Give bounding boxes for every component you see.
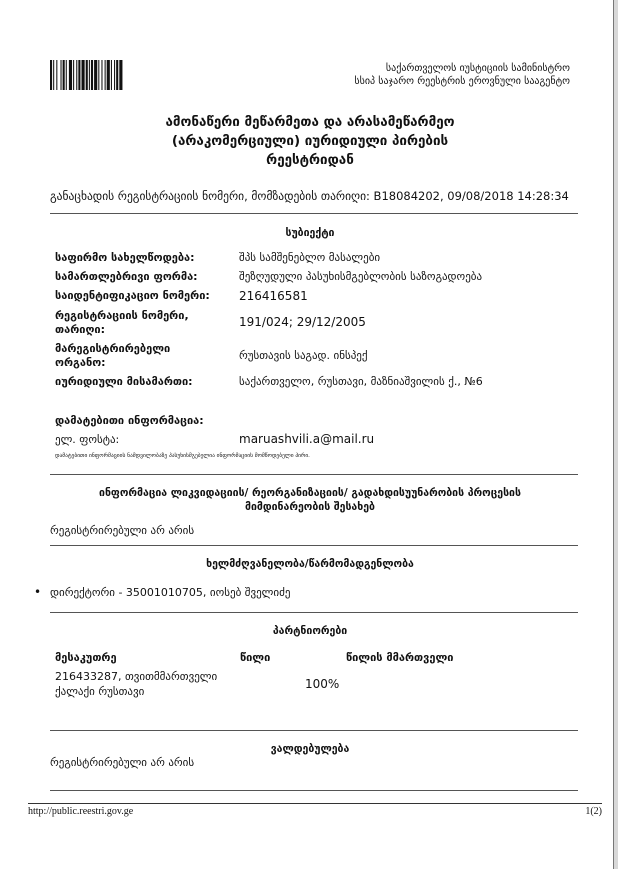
divider — [50, 790, 578, 791]
company-name-value: შპს სამშენებლო მასალები — [239, 251, 381, 264]
divider — [50, 474, 578, 475]
management-item: დირექტორი - 35001010705, იოსებ შველიძე — [50, 586, 291, 599]
id-number-value: 216416581 — [239, 289, 308, 303]
ministry-name: საქართველოს იუსტიციის სამინისტრო — [385, 63, 570, 74]
obligations-heading: ვალდებულება — [270, 743, 350, 755]
liquidation-heading-line2: მიმდინარეობის შესახებ — [245, 501, 375, 513]
obligations-value: რეგისტრირებული არ არის — [50, 756, 195, 769]
partner-owner-line2: ქალაქი რუსთავი — [55, 685, 145, 698]
divider — [50, 545, 578, 546]
registering-body-label-line1: მარეგისტრირებელი — [55, 342, 171, 355]
bullet-icon: • — [34, 585, 42, 599]
company-name-label: საფირმო სახელწოდება: — [55, 251, 195, 264]
divider — [50, 730, 578, 731]
liquidation-value: რეგისტრირებული არ არის — [50, 524, 195, 537]
document-title-line3: რეესტრიდან — [266, 153, 354, 168]
application-info: განაცხადის რეგისტრაციის ნომერი, მომზადების თარიღი: B18084202, 09/08/2018 14:28:34 — [50, 189, 569, 203]
document-title-line1: ამონაწერი მეწარმეთა და არასამეწარმეო — [165, 115, 455, 130]
legal-address-label: იურიდიული მისამართი: — [55, 375, 193, 388]
additional-info-heading: დამატებითი ინფორმაცია: — [55, 414, 204, 427]
document-title-line2: (არაკომერციული) იურიდიული პირების — [171, 134, 449, 149]
email-label: ელ. ფოსტა: — [55, 433, 120, 446]
management-heading: ხელმძღვანელობა/წარმომადგენლობა — [206, 558, 414, 570]
id-number-label: საიდენტიფიკაციო ნომერი: — [55, 289, 210, 302]
owner-column-header: მესაკუთრე — [55, 651, 117, 664]
email-value: maruashvili.a@mail.ru — [239, 432, 375, 446]
divider — [50, 612, 578, 613]
barcode-image — [50, 60, 184, 90]
partner-share-value: 100% — [305, 677, 340, 691]
footer-rule — [28, 803, 602, 804]
page-edge-shadow — [614, 0, 618, 869]
legal-form-value: შეზღუდული პასუხისმგებლობის საზოგადოება — [239, 270, 483, 283]
legal-address-value: საქართველო, რუსთავი, მაზნიაშვილის ქ., №6 — [239, 375, 483, 388]
additional-info-note: დამატებითი ინფორმაციის ნამდვილობაზე პასუხისმგებელია ინფორმაციის მომწოდებელი პირი. — [55, 453, 310, 459]
footer-url: http://public.reestri.gov.ge — [28, 806, 134, 817]
registering-body-label-line2: ორგანო: — [55, 356, 106, 369]
registering-body-value: რუსთავის საგად. ინსპექ — [239, 349, 368, 362]
share-manager-column-header: წილის მმართველი — [346, 651, 454, 664]
registration-label-line2: თარიღი: — [55, 323, 106, 336]
partners-heading: პარტნიორები — [272, 625, 348, 637]
partner-owner-line1: 216433287, თვითმმართველი — [55, 670, 218, 683]
legal-form-label: სამართლებრივი ფორმა: — [55, 270, 198, 283]
subject-heading: სუბიექტი — [285, 227, 335, 239]
registration-value: 191/024; 29/12/2005 — [239, 315, 366, 329]
share-column-header: წილი — [240, 651, 271, 664]
agency-name: სსიპ საჯარო რეესტრის ეროვნული სააგენტო — [354, 76, 570, 87]
liquidation-heading-line1: ინფორმაცია ლიკვიდაციის/ რეორგანიზაციის/ გადახდისუუნარობის პროცესის — [99, 487, 521, 499]
divider — [50, 213, 578, 214]
page-number: 1(2) — [585, 806, 602, 817]
registration-label-line1: რეგისტრაციის ნომერი, — [55, 309, 189, 322]
